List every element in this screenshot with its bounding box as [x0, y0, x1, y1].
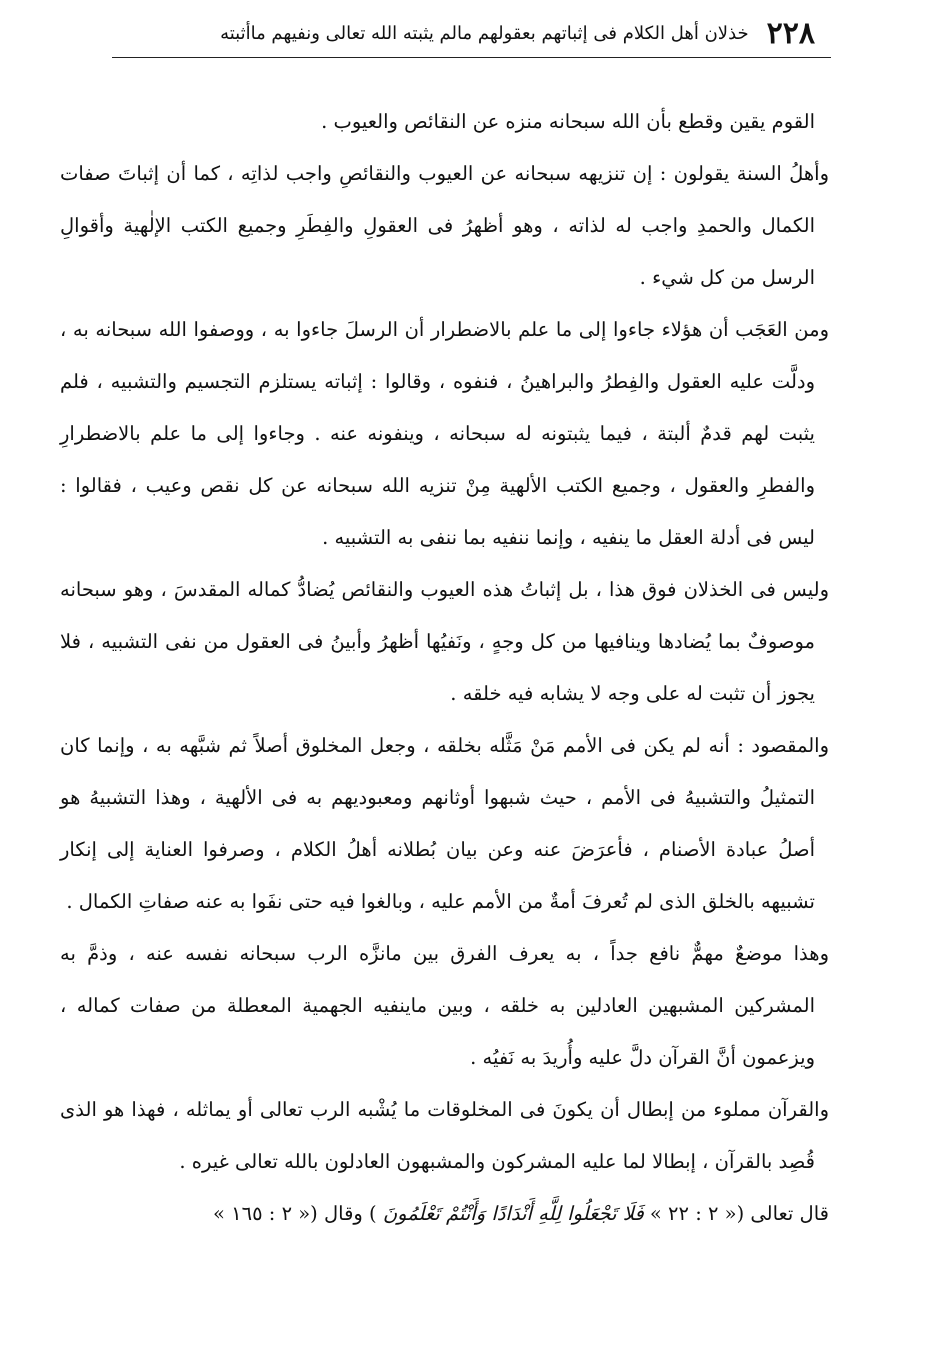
- paragraph: وأهلُ السنة يقولون : إن تنزيهه سبحانه عن العيوب والنقائصِ واجب لذاتِه ، كما أن إثباتَ صفات الكمال والحمدِ واجب له لذاته ، وهو أظهرُ فى العقولِ والفِطَرِ وجميع الكتب الإلٰهية وأقوالِ الرسل من كل شيء .: [60, 162, 829, 289]
- paragraph: والقرآن مملوء من إبطال أن يكونَ فى المخلوقات ما يُشْبه الرب تعالى أو يماثله ، فهذا هو الذى قُصِد بالقرآن ، إبطالا لما عليه المشركون والمشبهون العادلون بالله تعالى غيره .: [60, 1098, 829, 1173]
- citation-suffix: ) وقال (« ٢ : ١٦٥ »: [213, 1202, 377, 1225]
- page-number: ٢٢٨: [766, 15, 815, 51]
- body-text: [60, 96, 829, 1240]
- paragraph: وهذا موضعٌ مهمٌّ نافع جداً ، به يعرف الفرق بين مانزَّه الرب سبحانه نفسه عنه ، وذمَّ به المشركين المشبهين العادلين به خلقه ، وبين ماينفيه الجهمية المعطلة من صفات كماله ، ويزعمون أنَّ القرآن دلَّ عليه وأُريدَ به نَفيُه .: [60, 942, 829, 1069]
- running-header: [118, 10, 815, 56]
- quran-verse: فَلَا تَجْعَلُوا لِلَّهِ أَنْدَادًا وَأَنْتُمْ تَعْلَمُونَ: [382, 1202, 644, 1225]
- running-title: خذلان أهل الكلام فى إثباتهم بعقولهم مالم يثبته الله تعالى ونفيهم ماأثبته: [220, 22, 749, 44]
- quran-citation-line: [60, 1188, 829, 1240]
- paragraph: والمقصود : أنه لم يكن فى الأمم مَنْ مَثَّله بخلقه ، وجعل المخلوق أصلاً ثم شبَّهه به ، وإنما كان التمثيلُ والتشبيهُ فى الأمم ، حيث شبهوا أوثانهم ومعبوديهم به فى الألهية ، وهذا التشبيهُ هو أصلُ عبادة الأصنام ، فأعرَضَ عنه وعن بيان بُطلانه أهلُ الكلام ، وصرفوا العناية إلى إنكار تشبيهه بالخلق الذى لم تُعرفَ أمةٌ من الأمم عليه ، وبالغوا فيه حتى نفَوا به عنه صفاتِ الكمال .: [60, 734, 829, 913]
- paragraph: ومن العَجَب أن هؤلاء جاءوا إلى ما علم بالاضطرار أن الرسلَ جاءوا به ، ووصفوا الله سبحانه به ، ودلَّت عليه العقول والفِطرُ والبراهينُ ، فنفوه ، وقالوا : إثباته يستلزم التجسيم والتشبيه ، فلم يثبت لهم قدمٌ ألبتة ، فيما يثبتونه له سبحانه ، وينفونه عنه . وجاءوا إلى ما علم بالاضطرارِ والفطرِ والعقول ، وجميع الكتب الألهية مِنْ تنزيه الله سبحانه عن كل نقص وعيب ، فقالوا : ليس فى أدلة العقل ما ينفيه ، وإنما ننفيه بما ننفى به التشبيه .: [60, 318, 829, 549]
- header-rule: [112, 57, 831, 58]
- citation-prefix: قال تعالى (« ٢ : ٢٢ »: [649, 1202, 829, 1225]
- paragraph: وليس فى الخذلان فوق هذا ، بل إثباتُ هذه العيوب والنقائص يُضادُّ كماله المقدسَ ، وهو سبحانه موصوفٌ بما يُضادها وينافيها من كل وجهٍ ، ونَفيُها أظهرُ وأبينُ فى العقول من نفى التشبيه ، فلا يجوز أن تثبت له على وجه لا يشابه فيه خلقه .: [60, 578, 829, 705]
- paragraph: القوم يقين وقطع بأن الله سبحانه منزه عن النقائص والعيوب .: [321, 110, 815, 133]
